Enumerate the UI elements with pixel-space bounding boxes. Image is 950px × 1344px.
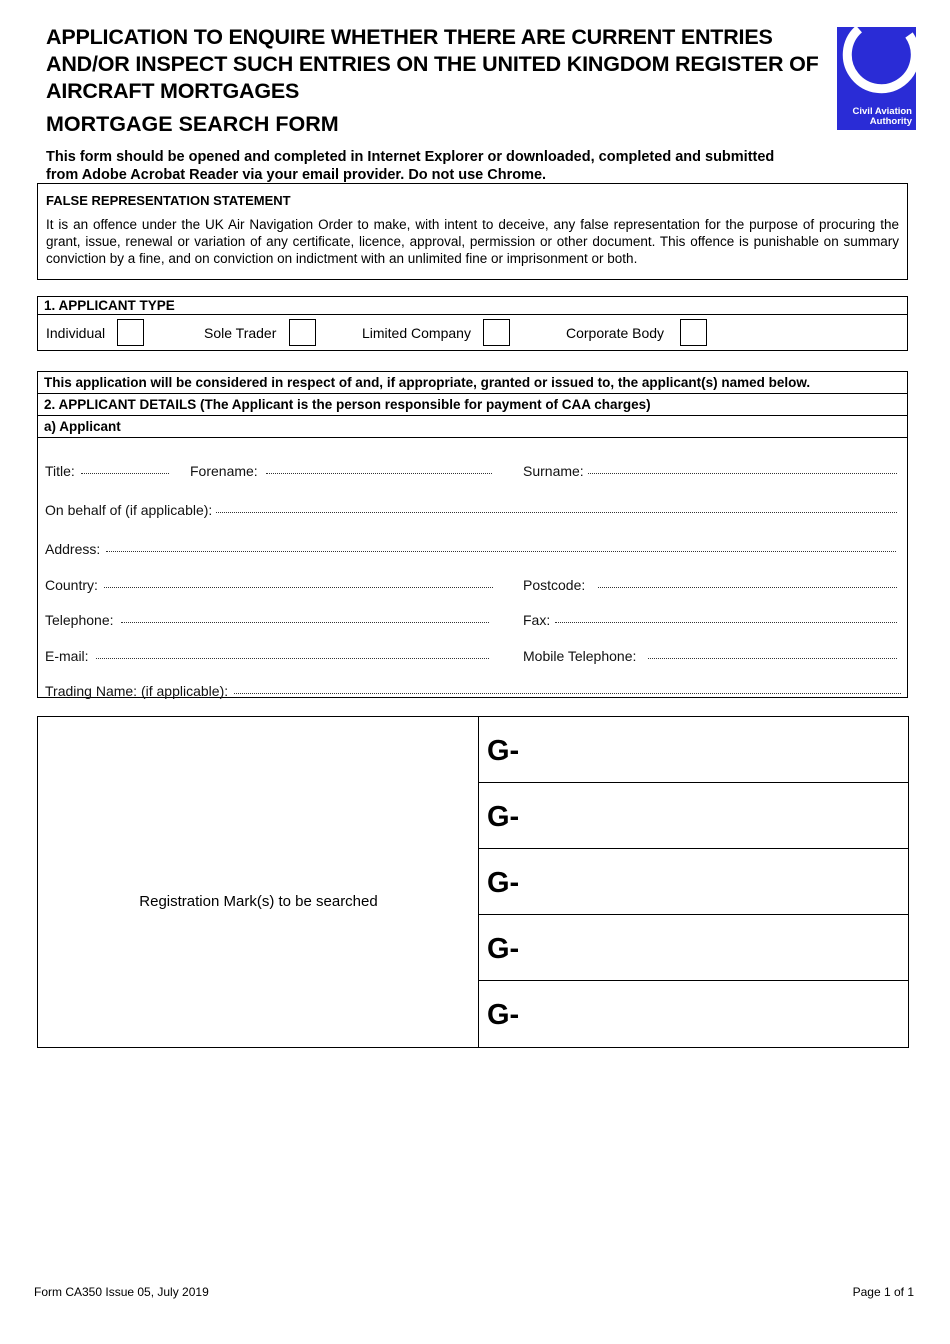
registration-marks-table	[37, 716, 909, 1048]
registration-label: Registration Mark(s) to be searched	[139, 893, 378, 910]
registration-mark-field-1[interactable]	[479, 717, 909, 783]
registration-mark-field-5[interactable]	[479, 981, 909, 1047]
applicant-subheading: a) Applicant	[38, 416, 907, 438]
limited-company-checkbox[interactable]	[483, 319, 510, 346]
logo-text-line2: Authority	[869, 116, 912, 127]
registration-prefix: G-	[487, 999, 520, 1031]
registration-prefix: G-	[487, 735, 520, 767]
logo-text-line1: Civil Aviation	[852, 106, 912, 117]
applicant-type-heading: 1. APPLICANT TYPE	[38, 297, 907, 315]
option-limited-company-label: Limited Company	[362, 325, 471, 341]
option-individual-label: Individual	[46, 325, 106, 341]
trading-name-label: Trading Name: (if applicable):	[45, 683, 229, 699]
registration-mark-field-4[interactable]	[479, 915, 909, 981]
false-representation-body: It is an offence under the UK Air Navigation Order to make, with intent to deceive, any false representation for the purpose of procuring the grant, issue, renewal or variation of any certificate, licence, approval, permission or other document. This offence is punishable on summary conviction by a fine, and on conviction on indictment with an unlimited fine or imprisonment or both.	[46, 217, 899, 266]
option-sole-trader-label: Sole Trader	[204, 325, 277, 341]
email-field[interactable]	[96, 656, 489, 659]
on-behalf-field[interactable]	[216, 510, 897, 513]
false-representation-section	[37, 183, 908, 280]
address-field[interactable]	[106, 549, 896, 552]
option-corporate-body-label: Corporate Body	[566, 325, 665, 341]
applicant-type-section	[37, 296, 908, 351]
forename-field[interactable]	[266, 471, 492, 474]
sole-trader-checkbox[interactable]	[289, 319, 316, 346]
page-number: Page 1 of 1	[852, 1285, 914, 1299]
email-label: E-mail:	[45, 648, 89, 664]
registration-label-cell	[38, 717, 479, 1047]
registration-prefix: G-	[487, 801, 520, 833]
applicant-notice: This application will be considered in respect of and, if appropriate, granted or issued to, the applicant(s) named below.	[38, 372, 907, 394]
country-field[interactable]	[104, 585, 493, 588]
fax-field[interactable]	[555, 620, 897, 623]
surname-label: Surname:	[523, 463, 584, 479]
address-label: Address:	[45, 541, 101, 557]
forename-label: Forename:	[190, 463, 258, 479]
individual-checkbox[interactable]	[117, 319, 144, 346]
surname-field[interactable]	[588, 471, 897, 474]
postcode-field[interactable]	[598, 585, 897, 588]
on-behalf-label: On behalf of (if applicable):	[45, 502, 213, 518]
mobile-label: Mobile Telephone:	[523, 648, 637, 664]
postcode-label: Postcode:	[523, 577, 586, 593]
registration-mark-field-2[interactable]	[479, 783, 909, 849]
logo-text	[853, 107, 912, 127]
title-label: Title:	[45, 463, 75, 479]
registration-mark-field-3[interactable]	[479, 849, 909, 915]
applicant-details-heading: 2. APPLICANT DETAILS (The Applicant is the person responsible for payment of CAA charges)	[38, 394, 907, 416]
telephone-label: Telephone:	[45, 612, 114, 628]
form-title: APPLICATION TO ENQUIRE WHETHER THERE ARE CURRENT ENTRIES AND/OR INSPECT SUCH ENTRIES ON THE UNITED KINGDOM REGISTER OF AIRCRAFT MORTGAGES	[46, 25, 819, 103]
caa-logo	[837, 27, 916, 130]
false-representation-heading: FALSE REPRESENTATION STATEMENT	[46, 193, 291, 208]
registration-prefix: G-	[487, 933, 520, 965]
mobile-field[interactable]	[648, 656, 897, 659]
telephone-field[interactable]	[121, 620, 489, 623]
title-field[interactable]	[81, 471, 169, 474]
country-label: Country:	[45, 577, 98, 593]
form-subtitle: MORTGAGE SEARCH FORM	[46, 112, 339, 136]
applicant-details-section	[37, 371, 908, 698]
instruction-text: This form should be opened and completed in Internet Explorer or downloaded, completed and submitted from Adobe Acrobat Reader via your email provider. Do not use Chrome.	[46, 149, 775, 183]
form-id: Form CA350 Issue 05, July 2019	[34, 1285, 209, 1299]
trading-name-field[interactable]	[234, 691, 901, 694]
corporate-body-checkbox[interactable]	[680, 319, 707, 346]
fax-label: Fax:	[523, 612, 551, 628]
registration-prefix: G-	[487, 867, 520, 899]
